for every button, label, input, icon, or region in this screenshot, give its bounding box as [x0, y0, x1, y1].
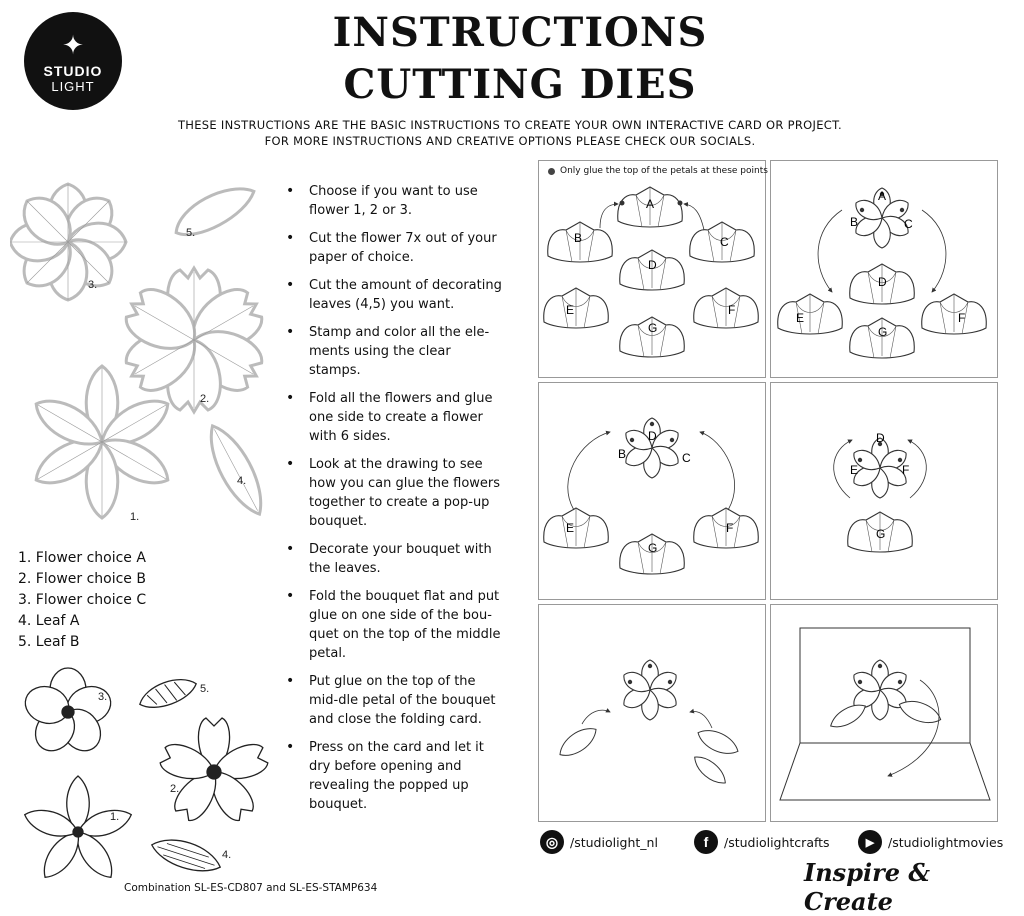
title-line2: CUTTING DIES: [343, 61, 697, 108]
petal-label-e: E: [796, 311, 805, 325]
step-item: • Put glue on the top of the mid-dle petal of the bouquet and close the folding card.: [286, 672, 506, 729]
legend-item: 4. Leaf A: [18, 613, 80, 629]
legend-item: 1. Flower choice A: [18, 550, 146, 566]
logo-line2: LIGHT: [51, 78, 95, 94]
petal-label-d: D: [878, 275, 887, 289]
petal-label-d: D: [648, 258, 657, 272]
die-number-3: 3.: [88, 279, 98, 291]
legend-item: 3. Flower choice C: [18, 592, 147, 608]
social-facebook[interactable]: [694, 830, 830, 854]
petal-label-e: E: [566, 521, 575, 535]
tagline: Inspire & Create: [804, 858, 931, 916]
petal-label-e: E: [850, 463, 859, 477]
petal-label-g: G: [878, 325, 888, 339]
legend-item: 2. Flower choice B: [18, 571, 146, 587]
subtitle-line1: THESE INSTRUCTIONS ARE THE BASIC INSTRUCTIONS TO CREATE YOUR OWN INTERACTIVE CARD OR PROJECT.: [177, 118, 843, 132]
step-item: • Cut the amount of decorating leaves (4,5) you want.: [286, 276, 506, 314]
diagram-1: [544, 187, 759, 357]
youtube-handle[interactable]: /studiolightmovies: [888, 834, 1004, 850]
subtitle-line2: FOR MORE INSTRUCTIONS AND CREATIVE OPTIONS PLEASE CHECK OUR SOCIALS.: [264, 134, 756, 148]
petal-label-c: C: [720, 235, 729, 249]
step-item: • Fold all the flowers and glue one side to create a flower with 6 sides.: [286, 389, 506, 446]
social-instagram[interactable]: [540, 830, 658, 854]
die-number-5: 5.: [186, 227, 196, 239]
step-item: • Choose if you want to use flower 1, 2 or 3.: [286, 182, 506, 220]
petal-label-a: A: [646, 197, 655, 211]
instagram-icon: ◎: [540, 830, 564, 854]
legend-item: 5. Leaf B: [18, 634, 80, 650]
diagram-4: [834, 431, 927, 552]
instagram-handle[interactable]: /studiolight_nl: [570, 834, 658, 850]
petal-label-d: D: [876, 431, 885, 445]
die-number-1: 1.: [130, 511, 140, 523]
title-line1: INSTRUCTIONS: [332, 9, 708, 56]
diagram-3: [544, 418, 759, 574]
step-item: • Decorate your bouquet with the leaves.: [286, 540, 506, 578]
petal-label-b: B: [850, 215, 859, 229]
facebook-handle[interactable]: /studiolightcrafts: [724, 834, 830, 850]
stamp-number-4: 4.: [222, 849, 232, 861]
facebook-icon: f: [694, 830, 718, 854]
petal-label-f: F: [726, 521, 734, 535]
petal-label-f: F: [958, 311, 966, 325]
butterfly-icon: ✦: [62, 30, 84, 61]
diagram-2: [778, 188, 987, 358]
stamp-number-2: 2.: [170, 783, 180, 795]
stamp-number-3: 3.: [98, 691, 108, 703]
glue-note-text: Only glue the top of the petals at these points: [560, 166, 768, 176]
step-item: • Press on the card and let it dry before opening and revealing the popped up bouquet.: [286, 738, 506, 814]
petal-label-g: G: [876, 527, 886, 541]
petal-label-c: C: [904, 217, 913, 231]
stamp-number-1: 1.: [110, 811, 120, 823]
die-number-2: 2.: [200, 393, 210, 405]
combination-note: Combination SL-ES-CD807 and SL-ES-STAMP634: [124, 882, 378, 894]
step-item: • Stamp and color all the ele-ments using the clear stamps.: [286, 323, 506, 380]
logo-line1: STUDIO: [43, 62, 103, 79]
petal-label-f: F: [902, 463, 910, 477]
diagram-6: [780, 628, 990, 800]
stamp-number-5: 5.: [200, 683, 210, 695]
step-item: • Look at the drawing to see how you can glue the flowers together to create a pop-up bouquet.: [286, 455, 506, 531]
petal-label-g: G: [648, 321, 658, 335]
petal-label-a: A: [878, 189, 887, 203]
die-number-4: 4.: [237, 475, 247, 487]
petal-label-d: D: [648, 429, 657, 443]
step-item: • Cut the flower 7x out of your paper of choice.: [286, 229, 506, 267]
social-youtube[interactable]: [858, 830, 1003, 854]
petal-label-b: B: [618, 447, 627, 461]
petal-label-f: F: [728, 303, 736, 317]
petal-label-e: E: [566, 303, 575, 317]
youtube-icon: ▶: [858, 830, 882, 854]
step-item: • Fold the bouquet flat and put glue on one side of the bou-quet on the top of the middle petal.: [286, 587, 506, 663]
petal-label-g: G: [648, 541, 658, 555]
petal-label-b: B: [574, 231, 583, 245]
diagram-5: [555, 660, 742, 789]
petal-label-c: C: [682, 451, 691, 465]
